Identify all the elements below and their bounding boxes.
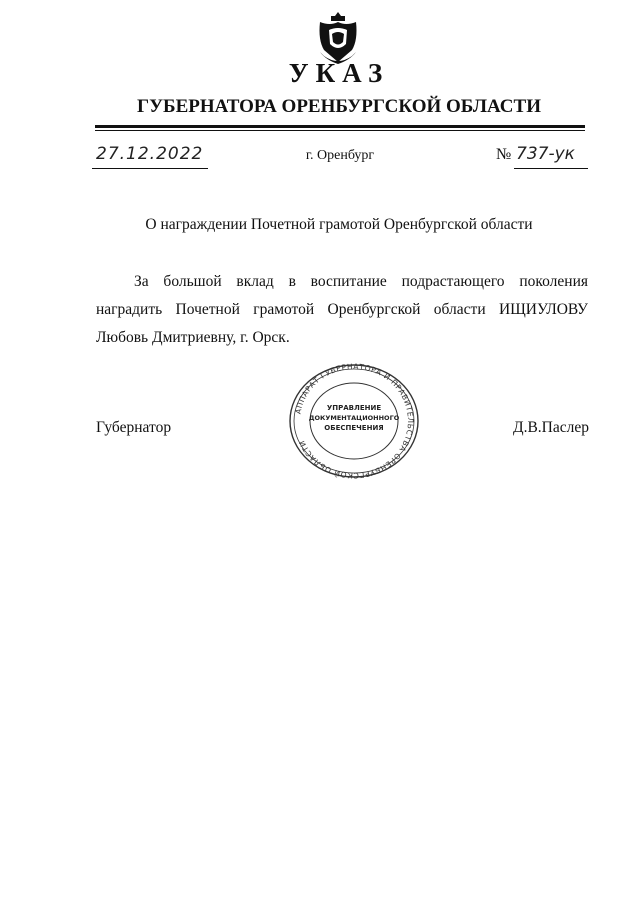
signatory-name: Д.В.Паслер (513, 419, 589, 436)
document-number: 737-ук (516, 144, 575, 164)
body-paragraph: За большой вклад в воспитание подрастающего поколения наградить Почетной грамотой Оренбургской области ИЩИУЛОВУ Любовь Дмитриевну, г. Орск. (96, 273, 588, 346)
issuer-title: ГУБЕРНАТОРА ОРЕНБУРГСКОЙ ОБЛАСТИ (137, 96, 541, 117)
document-subject: О награждении Почетной грамотой Оренбургской области (145, 216, 533, 233)
signatory-role: Губернатор (96, 419, 172, 436)
number-underline (514, 168, 588, 169)
stamp-line-2: ДОКУМЕНТАЦИОННОГО (308, 414, 400, 422)
number-sign: № (496, 146, 512, 163)
stamp-ring-text: АППАРАТ ГУБЕРНАТОРА И ПРАВИТЕЛЬСТВА ОРЕНБУРГСКОЙ ОБЛАСТИ (293, 362, 416, 480)
document-date: 27.12.2022 (96, 144, 204, 164)
document-type: УКАЗ (288, 58, 390, 88)
stamp-line-3: ОБЕСПЕЧЕНИЯ (324, 424, 384, 432)
stamp-line-1: УПРАВЛЕНИЕ (326, 404, 382, 412)
document-city: г. Оренбург (305, 148, 375, 163)
header-rule-thick (95, 125, 585, 128)
date-underline (92, 168, 208, 169)
official-stamp (284, 362, 424, 480)
header-rule-thin (95, 130, 585, 131)
